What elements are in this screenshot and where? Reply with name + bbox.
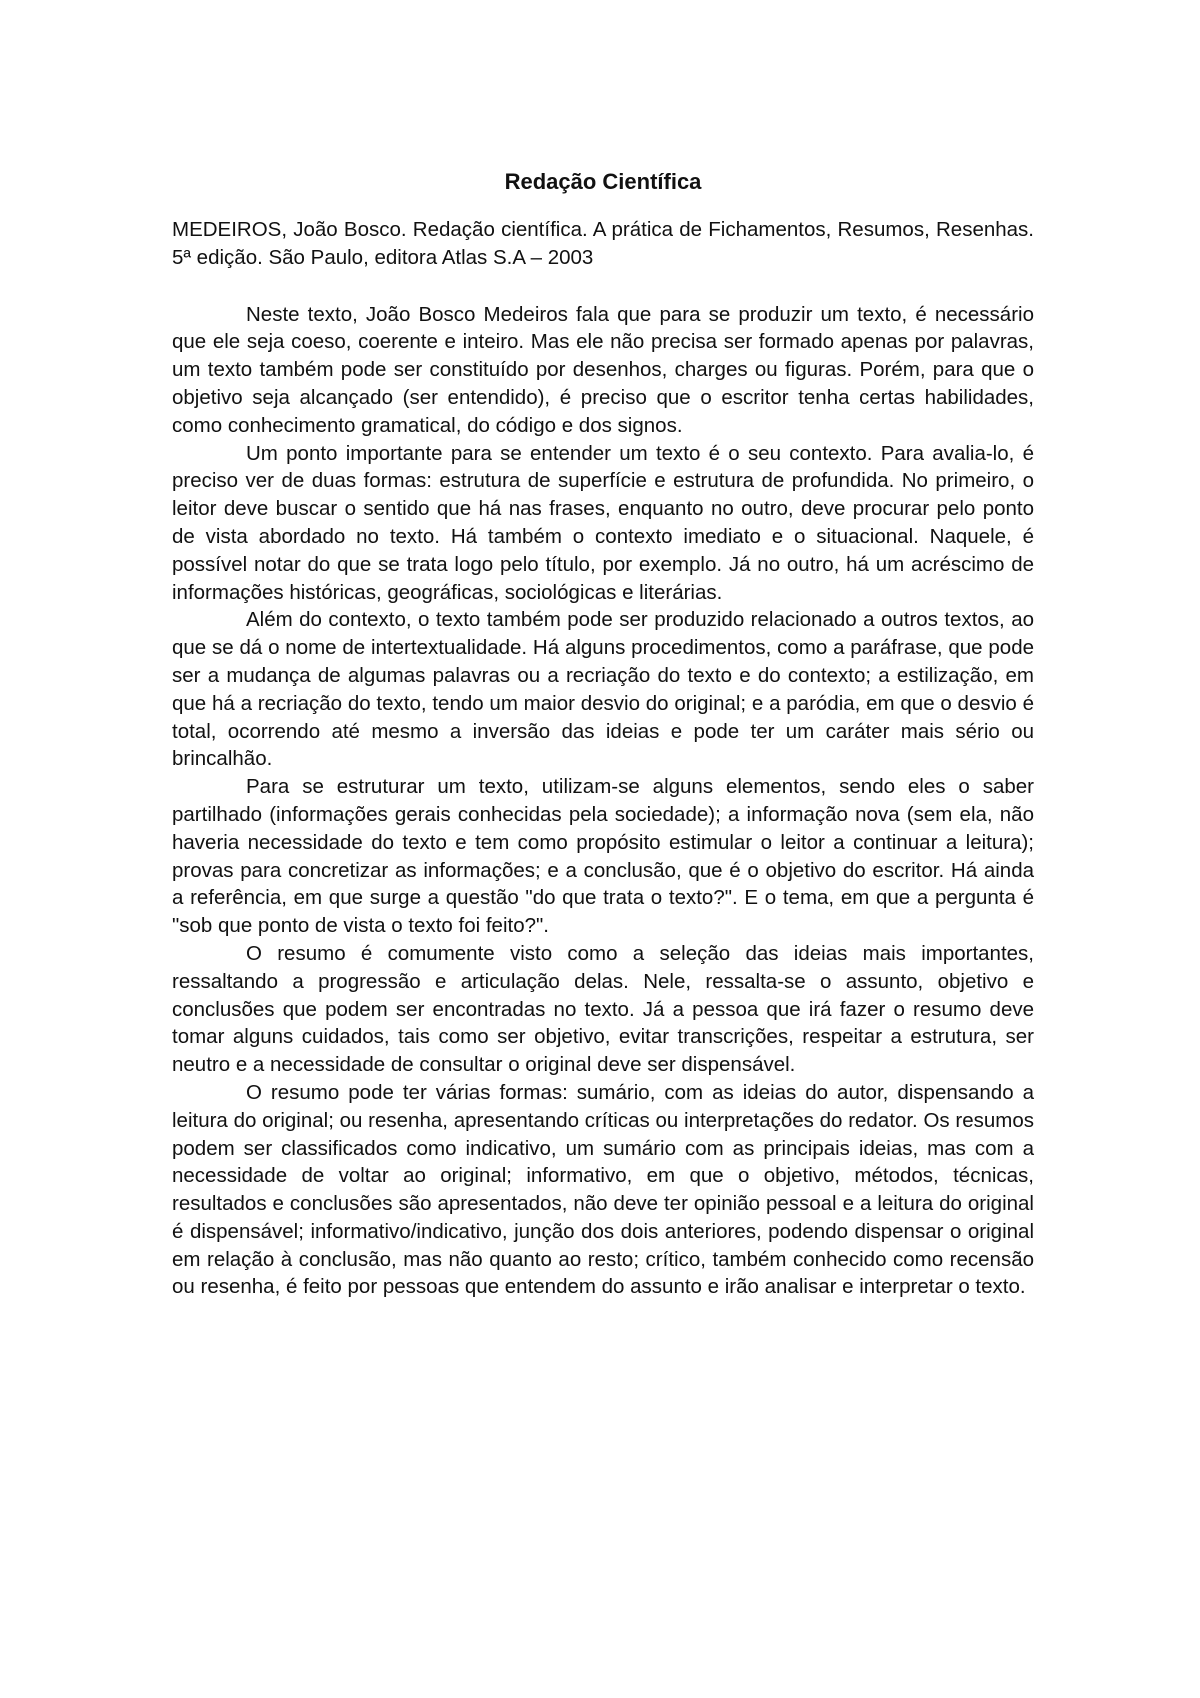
bibliographic-reference: MEDEIROS, João Bosco. Redação científica. A prática de Fichamentos, Resumos, Resenhas. 5ª edição. São Paulo, editora Atlas S.A – 2003 xyxy=(172,218,1034,269)
body-paragraph: Neste texto, João Bosco Medeiros fala que para se produzir um texto, é necessário que ele seja coeso, coerente e inteiro. Mas ele não precisa ser formado apenas por palavras, um texto também pode ser constituído por desenhos, charges ou figuras. Porém, para que o objetivo seja alcançado (ser entendido), é preciso que o escritor tenha certas habilidades, como conhecimento gramatical, do código e dos signos. xyxy=(172,302,1034,437)
body-paragraph: Além do contexto, o texto também pode ser produzido relacionado a outros textos, ao que se dá o nome de intertextualidade. Há alguns procedimentos, como a paráfrase, que pode ser a mudança de algumas palavras ou a recriação do texto e do contexto; a estilização, em que há a recriação do texto, tendo um maior desvio do original; e a paródia, em que o desvio é total, ocorrendo até mesmo a inversão das ideias e pode ter um caráter mais sério ou brincalhão. xyxy=(172,608,1034,771)
document-title: Redação Científica xyxy=(504,169,702,194)
document-body xyxy=(172,301,1034,1302)
body-paragraph: Para se estruturar um texto, utilizam-se alguns elementos, sendo eles o saber partilhado (informações gerais conhecidas pela sociedade); a informação nova (sem ela, não haveria necessidade do texto e tem como propósito estimular o leitor a continuar a leitura); provas para concretizar as informações; e a conclusão, que é o objetivo do escritor. Há ainda a referência, em que surge a questão "do que trata o texto?". E o tema, em que a pergunta é "sob que ponto de vista o texto foi feito?". xyxy=(172,775,1034,938)
body-paragraph: O resumo é comumente visto como a seleção das ideias mais importantes, ressaltando a progressão e articulação delas. Nele, ressalta-se o assunto, objetivo e conclusões que podem ser encontradas no texto. Já a pessoa que irá fazer o resumo deve tomar alguns cuidados, tais como ser objetivo, evitar transcrições, respeitar a estrutura, ser neutro e a necessidade de consultar o original deve ser dispensável. xyxy=(172,941,1034,1077)
body-paragraph: Um ponto importante para se entender um texto é o seu contexto. Para avalia-lo, é preciso ver de duas formas: estrutura de superfície e estrutura de profundida. No primeiro, o leitor deve buscar o sentido que há nas frases, enquanto no outro, deve procurar pelo ponto de vista abordado no texto. Há também o contexto imediato e o situacional. Naquele, é possível notar do que se trata logo pelo título, por exemplo. Já no outro, há um acréscimo de informações históricas, geográficas, sociológicas e literárias. xyxy=(172,441,1034,604)
body-paragraph: O resumo pode ter várias formas: sumário, com as ideias do autor, dispensando a leitura do original; ou resenha, apresentando críticas ou interpretações do redator. Os resumos podem ser classificados como indicativo, um sumário com as principais ideias, mas com a necessidade de voltar ao original; informativo, em que o objetivo, métodos, técnicas, resultados e conclusões são apresentados, não deve ter opinião pessoal e a leitura do original é dispensável; informativo/indicativo, junção dos dois anteriores, podendo dispensar o original em relação à conclusão, mas não quanto ao resto; crítico, também conhecido como recensão ou resenha, é feito por pessoas que entendem do assunto e irão analisar e interpretar o texto. xyxy=(172,1080,1034,1299)
document-page xyxy=(172,162,1034,1301)
